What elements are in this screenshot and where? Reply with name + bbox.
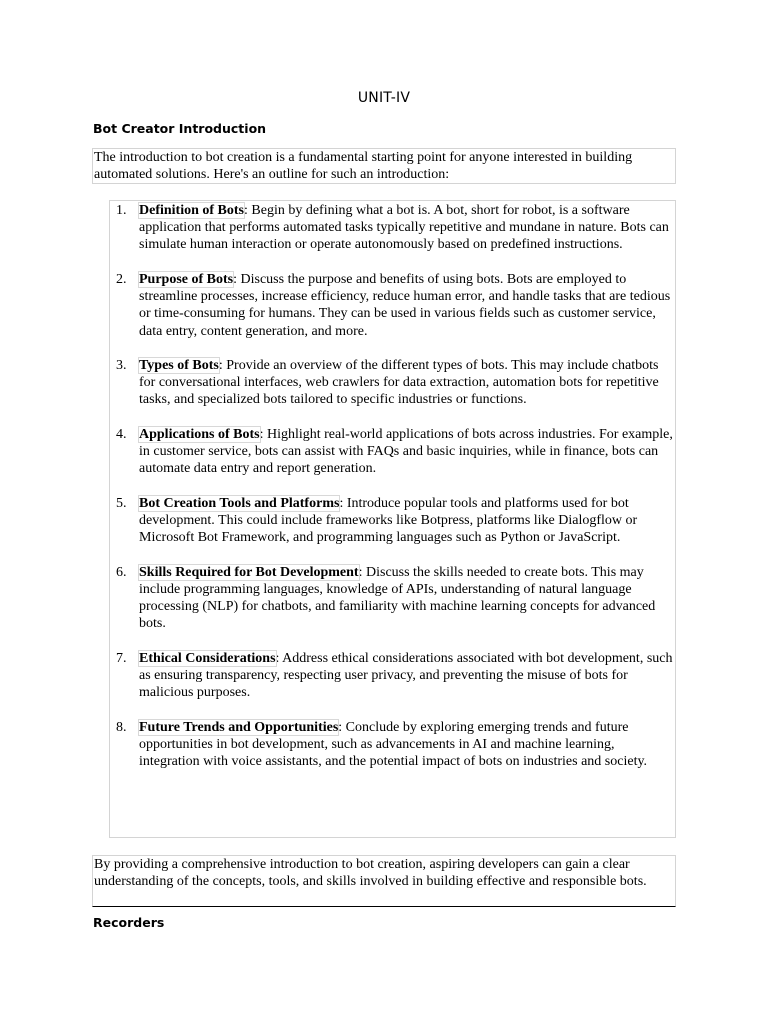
list-item-text: : Begin by defining what a bot is. A bot, short for robot, is a software application that performs automated tasks typically repetitive and mundane in nature. Bots can simulate human interaction or operate autonomously based on predefined instructions. xyxy=(139,203,669,253)
list-item-number: 7. xyxy=(116,650,127,666)
list-item-term: Ethical Considerations xyxy=(139,650,276,666)
list-item-term: Future Trends and Opportunities xyxy=(139,719,339,735)
list-item-text: : Address ethical considerations associated with bot development, such as ensuring transparency, respecting user privacy, and preventing the misuse of bots for malicious purposes. xyxy=(139,650,673,701)
list-item-term: Applications of Bots xyxy=(139,426,260,442)
list-item-term: Definition of Bots xyxy=(139,203,244,218)
list-item-number: 4. xyxy=(116,426,127,442)
list-item-text: : Highlight real-world applications of bots across industries. For example, in customer service, bots can assist with FAQs and basic inquiries, while in finance, bots can automate data entry and report generation. xyxy=(139,426,673,477)
list-item-text: : Conclude by exploring emerging trends and future opportunities in bot development, such as advancements in AI and machine learning, integration with voice assistants, and the potential impact of bots on industries and society. xyxy=(139,719,648,770)
list-item-term: Skills Required for Bot Development xyxy=(139,564,359,580)
list-item-number: 1. xyxy=(116,203,127,218)
list-item xyxy=(110,357,675,409)
list-item-text: : Discuss the skills needed to create bots. This may include programming languages, knowledge of APIs, understanding of natural language processing (NLP) for chatbots, and familiarity with machine learning concepts for advanced bots. xyxy=(139,564,656,632)
page-title: UNIT-IV xyxy=(357,90,411,106)
list-item-number: 6. xyxy=(116,564,127,580)
intro-paragraph: The introduction to bot creation is a fundamental starting point for anyone interested in building automated solutions. Here's an outline for such an introduction: xyxy=(94,150,633,183)
list-item xyxy=(110,426,675,478)
list-item-term: Purpose of Bots xyxy=(139,271,234,287)
outline-list-box xyxy=(109,200,676,838)
list-item-text: : Introduce popular tools and platforms used for bot development. This could include frameworks like Botpress, platforms like Dialogflow or Microsoft Bot Framework, and programming languages such as Python or JavaScript. xyxy=(139,495,638,546)
outline-list xyxy=(110,201,675,770)
list-item xyxy=(110,495,675,547)
closing-paragraph-box xyxy=(92,855,676,907)
list-item xyxy=(110,564,675,633)
intro-paragraph-box xyxy=(92,148,676,184)
list-item-number: 5. xyxy=(116,495,127,511)
list-item-number: 8. xyxy=(116,719,127,735)
closing-paragraph: By providing a comprehensive introduction to bot creation, aspiring developers can gain a clear understanding of the concepts, tools, and skills involved in building effective and responsible bots. xyxy=(94,857,647,890)
list-item-text: : Discuss the purpose and benefits of using bots. Bots are employed to streamline processes, increase efficiency, reduce human error, and handle tasks that are tedious or time-consuming for humans. They can be used in various fields such as customer service, data entry, content generation, and more. xyxy=(139,271,671,339)
list-item xyxy=(110,719,675,771)
list-item xyxy=(110,271,675,340)
list-item xyxy=(110,201,675,254)
list-item-term: Bot Creation Tools and Platforms xyxy=(139,495,340,511)
section-heading-recorders: Recorders xyxy=(93,915,165,930)
list-item-number: 3. xyxy=(116,358,127,374)
list-item-number: 2. xyxy=(116,271,127,287)
list-item xyxy=(110,650,675,702)
list-item-term: Types of Bots xyxy=(139,358,219,374)
section-heading-bot-creator: Bot Creator Introduction xyxy=(93,121,267,136)
list-item-text: : Provide an overview of the different types of bots. This may include chatbots for conversational interfaces, web crawlers for data extraction, automation bots for repetitive tasks, and specialized bots tailored to specific industries or functions. xyxy=(139,358,659,408)
